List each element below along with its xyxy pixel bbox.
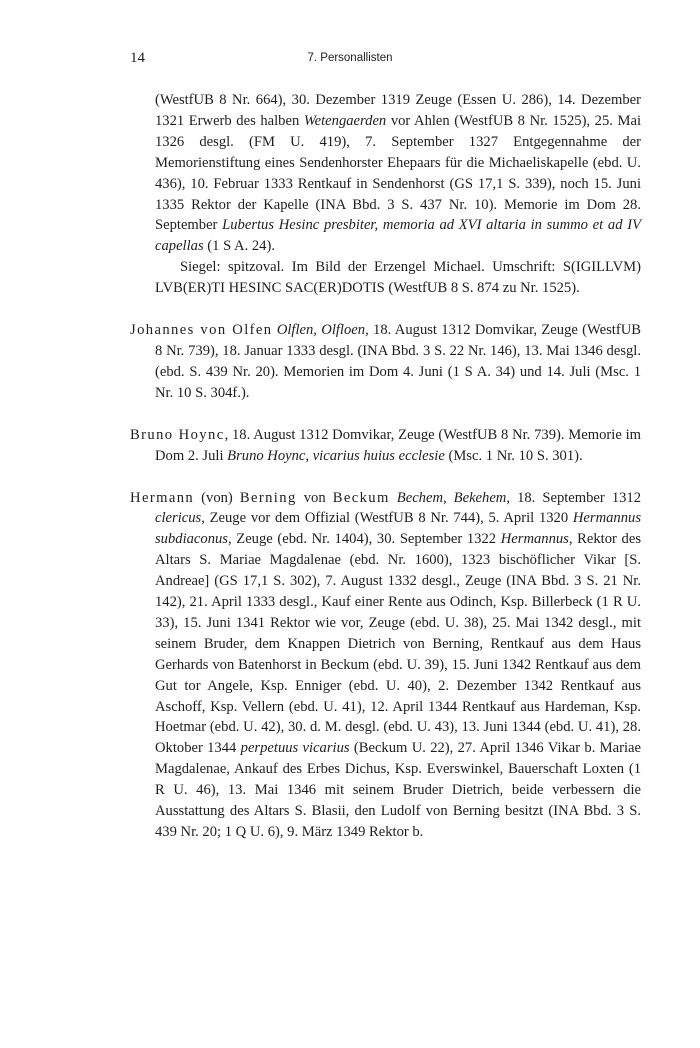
entry-johannes-von-olfen: [130, 320, 641, 404]
entry-name: Beckum: [332, 489, 390, 506]
text-run: (Beckum U. 22), 27. April 1346 Vikar b. Mariae Magdalenae, Ankauf des Erbes Dichus, Ksp. Everswinkel, Bauerschaft Loxten (1 R U. 46), 13. Mai 1346 mit seinem Bruder Dietrich, beide verbessern die Ausstattung des Altars S. Blasii, den Ludolf von Berning besitzt (INA Bbd. 3 S. 439 Nr. 20; 1 Q U. 6), 9. März 1349 Rektor b.: [155, 740, 642, 840]
text-run: (1 S A. 24).: [203, 238, 275, 255]
latin-quote: Lubertus Hesinc presbiter, memoria ad XVI altaria in summo et ad IV capellas: [155, 217, 641, 255]
name-variants: Olflen, Olfloen: [276, 322, 366, 339]
text-run: , 18. August 1312 Domvikar, Zeuge (WestfUB 8 Nr. 739). Memorie im Dom 2. Juli: [155, 426, 641, 464]
text-run: , 18. August 1312 Domvikar, Zeuge (WestfUB 8 Nr. 739), 18. Januar 1333 desgl. (INA Bbd. 3 S. 22 Nr. 146), 13. Mai 1346 desgl. (ebd. S. 439 Nr. 20). Memorien im Dom 4. Juni (1 S A. 34) und 14. Juli (Msc. 1 Nr. 10 S. 304f.).: [155, 322, 641, 401]
entry-bruno-hoync: [130, 425, 641, 467]
latin-term: Hermannus subdiaconus: [155, 510, 641, 548]
entry-hermann-berning: Hermann (von) Berning von Beckum Bechem, Bekehem, 18. September 1312 clericus, Zeuge vor dem Offizial (WestfUB 8 Nr. 744), 5. April 1320 Hermannus subdiaconus, Zeuge (ebd. Nr. 1404), 30. September 1322 Hermannus, Rektor des Altars S. Mariae Magdalenae (ebd. Nr. 1600), 1323 bischöflicher Vikar [S. Andreae] (GS 17,1 S. 302), 7. August 1332 desgl., Zeuge (INA Bbd. 3 S. 21 Nr. 142), 21. April 1333 desgl., Kauf einer Rente aus Odinch, Ksp. Billerbeck (1 R U. 33), 15. Juni 1341 Rektor wie vor, Zeuge (ebd. U. 38), 25. Mai 1342 desgl., mit seinem Bruder, dem Knappen Dietrich von Berning, Rentkauf aus dem Haus Gerhards von Batenhorst in Beckum (ebd. U. 39), 15. Juni 1342 Rentkauf aus dem Gut tor Angele, Ksp. Enniger (ebd. U. 40), 2. Dezember 1342 Rentkauf aus Aschoff, Ksp. Vellern (ebd. U. 41), 12. April 1344 Rentkauf aus Hardeman, Ksp. Hoetmar (ebd. U. 42), 30. d. M. desgl. (ebd. U. 43), 13. Juni 1344 (ebd. U. 41), 28. Oktober 1344 perpetuus vicarius (Beckum U. 22), 27. April 1346 Vikar b. Mariae Magdalenae, Ankauf des Erbes Dichus, Ksp. Everswinkel, Bauerschaft Loxten (1 R U. 46), 13. Mai 1346 mit seinem Bruder Dietrich, beide verbessern die Ausstattung des Altars S. Blasii, den Ludolf von Berning besitzt (INA Bbd. 3 S. 439 Nr. 20; 1 Q U. 6), 9. März 1349 Rektor b.: [130, 489, 642, 840]
text-run: , Zeuge (ebd. Nr. 1404), 30. September 1322: [227, 531, 501, 548]
text-run: Siegel: spitzoval. Im Bild der Erzengel Michael. Umschrift: S(IGILLVM) LVB(ER)TI HESINC SAC(ER)DOTIS (WestfUB 8 S. 874 zu Nr. 1525).: [155, 259, 641, 297]
latin-term: Wetengaerden: [303, 112, 387, 129]
text-run: , 18. September 1312: [506, 489, 642, 506]
latin-term: clericus: [155, 510, 202, 527]
seal-description: [130, 257, 641, 299]
body-text: [130, 90, 641, 843]
page-number: 14: [130, 50, 145, 66]
text-run: , Zeuge vor dem Offizial (WestfUB 8 Nr. 744), 5. April 1320: [201, 510, 573, 527]
entry-name: Bruno Hoync: [130, 426, 225, 443]
latin-term: Hermannus: [500, 531, 569, 548]
text-run: (Msc. 1 Nr. 10 S. 301).: [444, 447, 583, 464]
latin-quote: Bruno Hoync, vicarius huius ecclesie: [227, 447, 445, 464]
entry-name: Berning: [239, 489, 297, 506]
text-run: (WestfUB 8 Nr. 664), 30. Dezember 1319 Zeuge (Essen U. 286), 14. Dezember 1321 Erwerb des halben: [155, 92, 641, 129]
text-run: , Rektor des Altars S. Mariae Magdalenae (ebd. Nr. 1600), 1323 bischöflicher Vikar [S. Andreae] (GS 17,1 S. 302), 7. August 1332 desgl., Zeuge (INA Bbd. 3 S. 21 Nr. 142), 21. April 1333 desgl., Kauf einer Rente aus Odinch, Ksp. Billerbeck (1 R U. 33), 15. Juni 1341 Rektor wie vor, Zeuge (ebd. U. 38), 25. Mai 1342 desgl., mit seinem Bruder, dem Knappen Dietrich von Berning, Rentkauf aus dem Haus Gerhards von Batenhorst in Beckum (ebd. U. 39), 15. Juni 1342 Rentkauf aus dem Gut tor Angele, Ksp. Enniger (ebd. U. 40), 2. Dezember 1342 Rentkauf aus Aschoff, Ksp. Vellern (ebd. U. 41), 12. April 1344 Rentkauf aus Hardeman, Ksp. Hoetmar (ebd. U. 42), 30. d. M. desgl. (ebd. U. 43), 13. Juni 1344 (ebd. U. 41), 28. Oktober 1344: [155, 531, 642, 757]
entry-hesinc-continuation: [130, 90, 641, 257]
running-head: 7. Personallisten: [307, 52, 393, 64]
name-variants: Bechem, Bekehem: [396, 489, 507, 506]
entry-name: Hermann: [130, 489, 195, 506]
text-run: vor Ahlen (WestfUB 8 Nr. 1525), 25. Mai 1326 desgl. (FM U. 419), 7. September 1327 Entgegennahme der Memorienstiftung eines Sendenhorster Ehepaars für die Michaeliskapelle (ebd. U. 436), 10. Februar 1333 Rentkauf in Sendenhorst (GS 17,1 S. 339), noch 15. Juni 1335 Rektor der Kapelle (INA Bbd. 3 S. 437 Nr. 10). Memorie im Dom 28. September: [155, 112, 641, 234]
latin-term: perpetuus vicarius: [240, 740, 350, 757]
entry-name: Johannes von Olfen: [130, 322, 273, 339]
